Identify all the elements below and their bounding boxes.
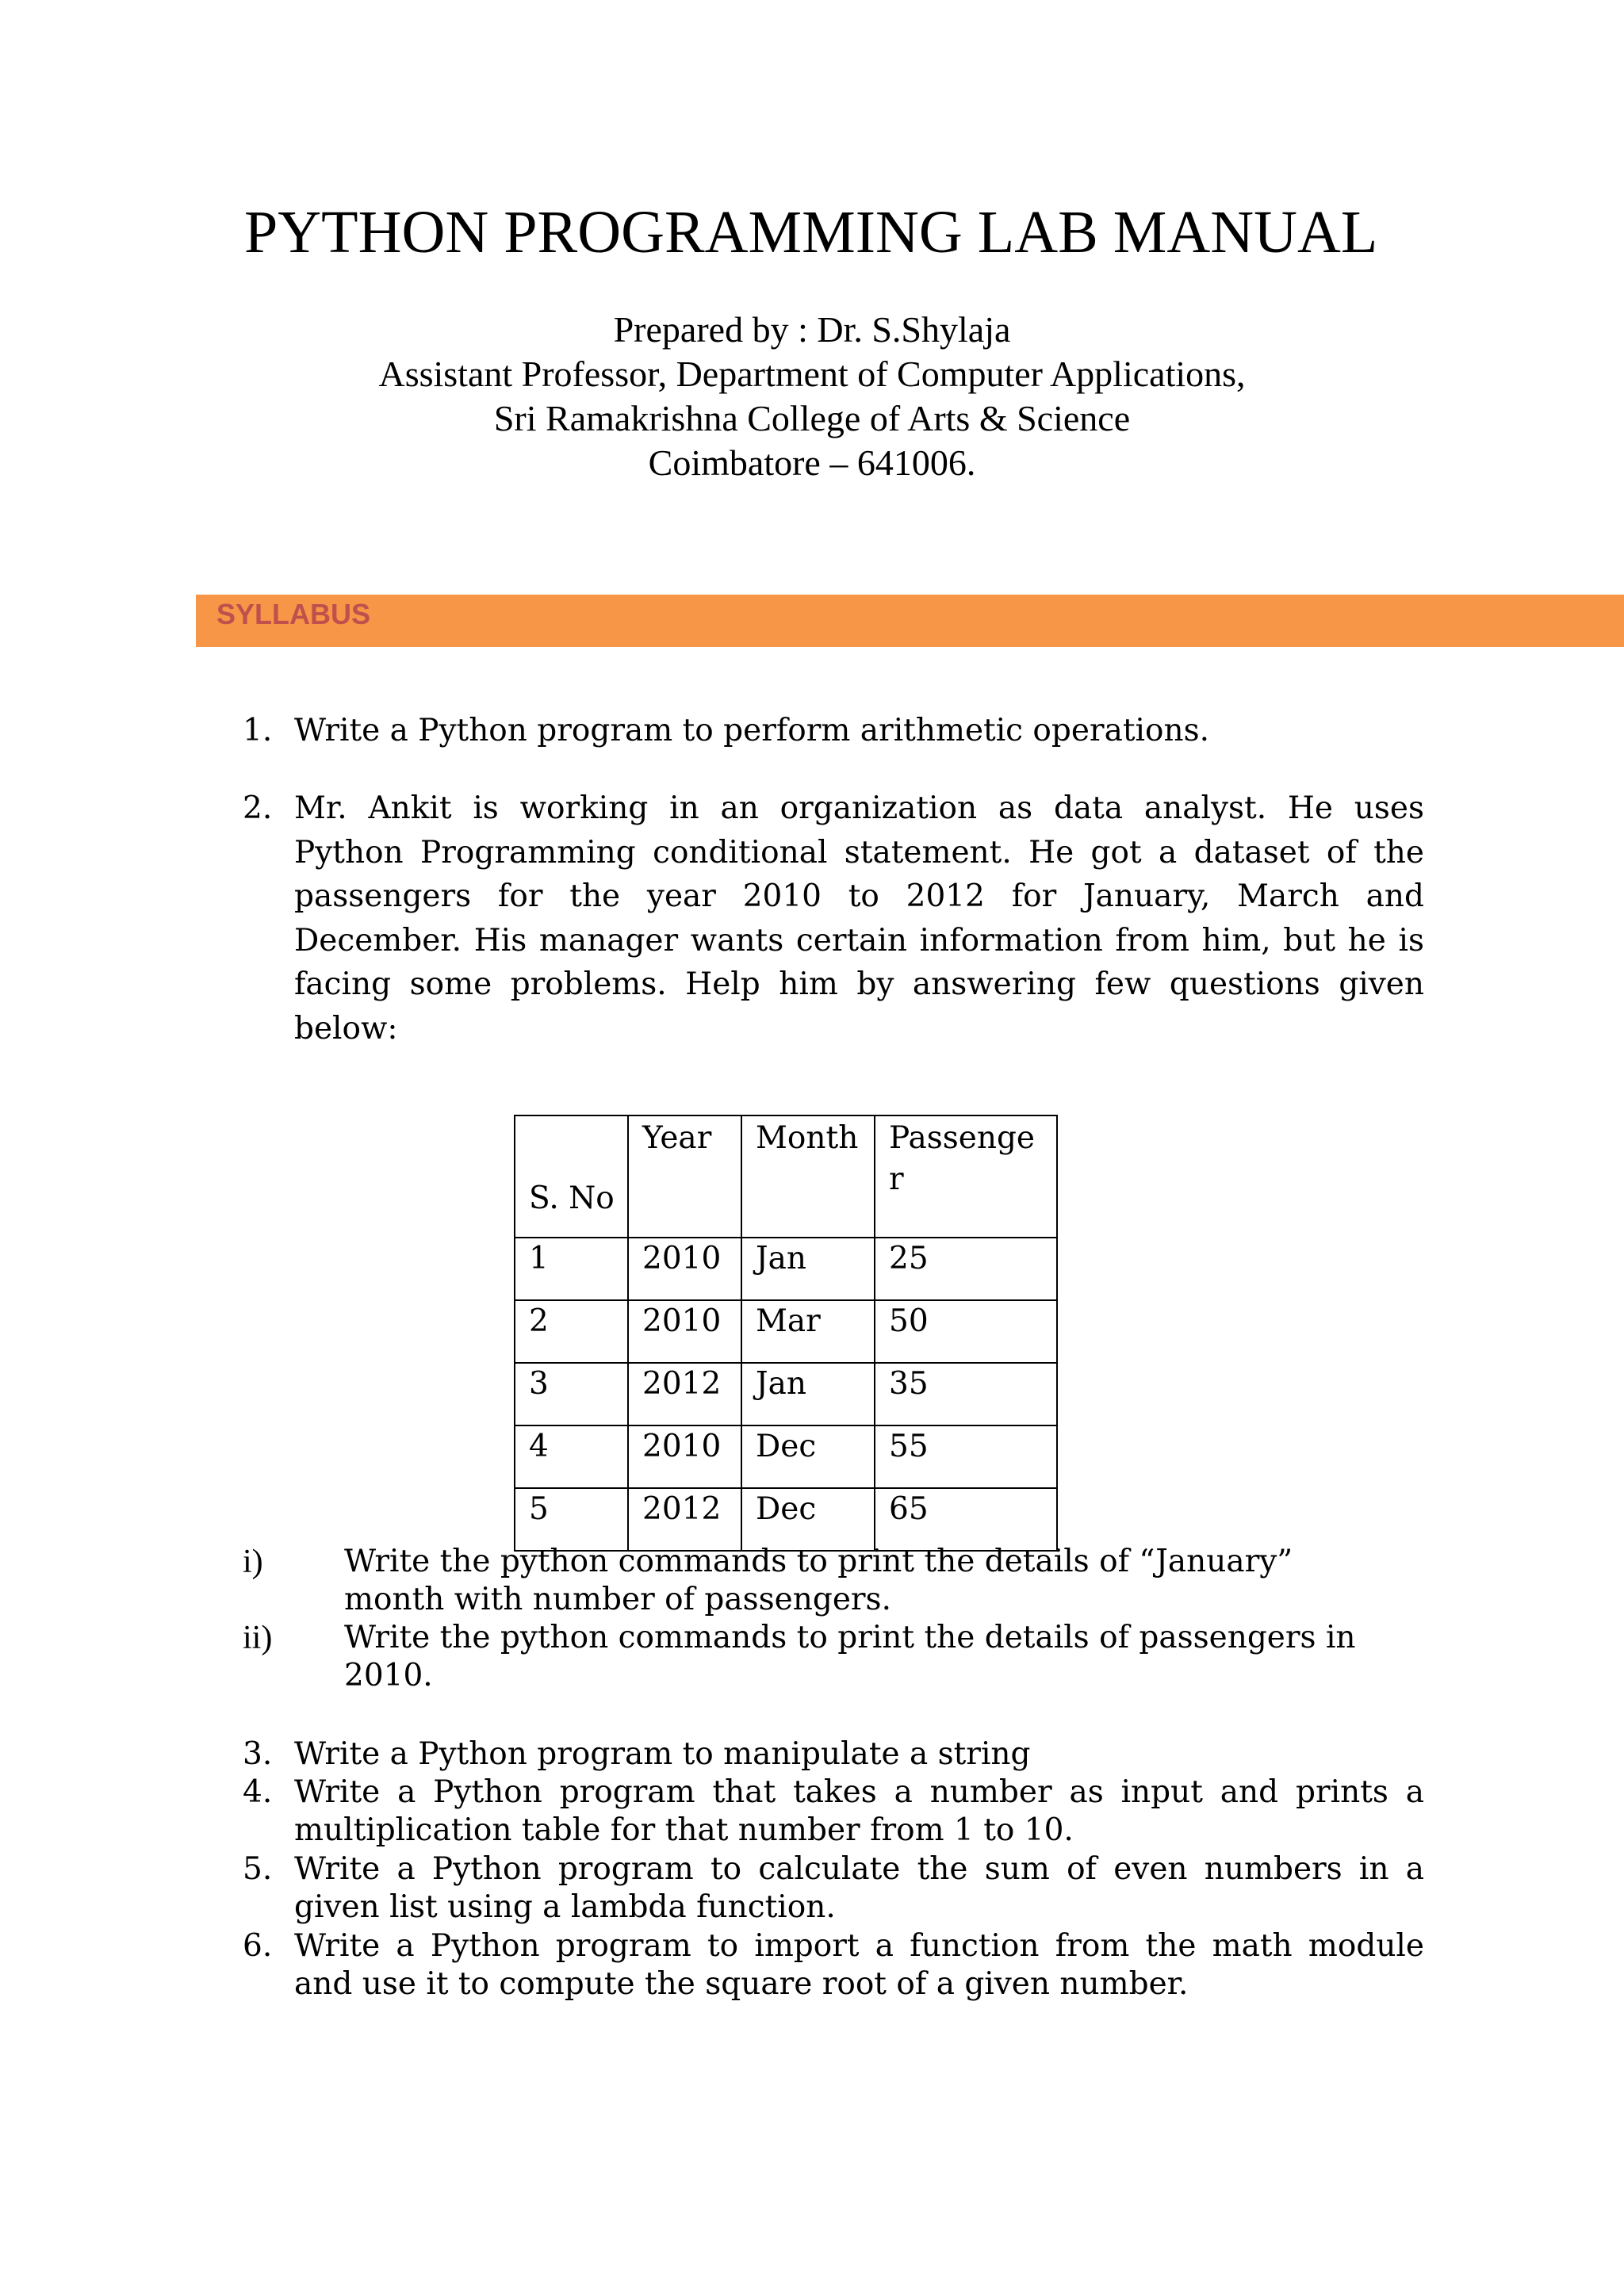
sub-question-line: 2010. <box>344 1658 433 1693</box>
cell-passenger: 65 <box>875 1488 1057 1551</box>
syllabus-item-1 <box>243 710 1424 752</box>
sub-question-line: Write the python commands to print the details of “January” <box>344 1544 1293 1579</box>
item-text-line: given list using a lambda function. <box>294 1889 836 1925</box>
item-text <box>294 786 1424 1050</box>
document-title: PYTHON PROGRAMMING LAB MANUAL <box>244 199 1378 266</box>
passenger-table <box>514 1115 1058 1552</box>
cell-passenger: 35 <box>875 1363 1057 1425</box>
item-number: 5. <box>243 1851 273 1887</box>
item-text-line: December. His manager wants certain information from him, but he is <box>294 922 1424 959</box>
item-text-line: Write a Python program to import a function from the math module <box>294 1928 1424 1964</box>
item-text <box>294 1850 1424 1927</box>
cell-sno: 4 <box>515 1425 628 1488</box>
table-row <box>515 1488 1057 1551</box>
cell-year: 2012 <box>628 1488 741 1551</box>
sub-question-number: i) <box>243 1544 263 1580</box>
item-text-line: Python Programming conditional statement. He got a dataset of the <box>294 834 1424 871</box>
item-number: 2. <box>243 790 273 826</box>
cell-month: Dec <box>741 1425 875 1488</box>
sub-question-text <box>344 1543 1424 1619</box>
item-text-line: multiplication table for that number from 1 to 10. <box>294 1812 1074 1848</box>
cell-month: Jan <box>741 1238 875 1300</box>
cell-year: 2012 <box>628 1363 741 1425</box>
item-number: 1. <box>243 713 273 748</box>
table-row <box>515 1425 1057 1488</box>
syllabus-item-2 <box>243 786 1424 1050</box>
cell-sno: 3 <box>515 1363 628 1425</box>
item-text-line: below: <box>294 1010 398 1047</box>
item-text <box>294 1927 1424 2003</box>
syllabus-item-5 <box>243 1850 1424 1927</box>
cell-month: Dec <box>741 1488 875 1551</box>
item-number: 6. <box>243 1928 273 1964</box>
item-text-line: and use it to compute the square root of a given number. <box>294 1966 1189 2002</box>
cell-passenger: 55 <box>875 1425 1057 1488</box>
item-text-line: Write a Python program to calculate the sum of even numbers in a <box>294 1851 1424 1887</box>
header-passenger-line: r <box>889 1161 904 1197</box>
city-line: Coimbatore – 641006. <box>648 442 976 483</box>
section-header-band <box>196 595 1624 647</box>
sub-question-2 <box>243 1619 1424 1695</box>
table-row <box>515 1363 1057 1425</box>
section-label: SYLLABUS <box>216 598 371 630</box>
item-text <box>294 1774 1424 1850</box>
header-sno: S. No <box>515 1115 628 1238</box>
table-row <box>515 1300 1057 1363</box>
cell-passenger: 50 <box>875 1300 1057 1363</box>
syllabus-item-3 <box>243 1735 1424 1774</box>
item-text-line: Write a Python program to manipulate a string <box>294 1736 1031 1772</box>
sub-question-line: month with number of passengers. <box>344 1582 891 1617</box>
table-header-row <box>515 1115 1057 1238</box>
cell-year: 2010 <box>628 1300 741 1363</box>
header-month: Month <box>741 1115 875 1238</box>
sub-question-line: Write the python commands to print the details of passengers in <box>344 1620 1356 1655</box>
item-number: 4. <box>243 1774 273 1810</box>
cell-sno: 1 <box>515 1238 628 1300</box>
sub-question-number: ii) <box>243 1620 273 1656</box>
syllabus-item-6 <box>243 1927 1424 2003</box>
item-text <box>294 1735 1424 1774</box>
prepared-by-line: Prepared by : Dr. S.Shylaja <box>613 309 1011 350</box>
sub-question-text <box>344 1619 1424 1695</box>
item-text-line: Write a Python program to perform arithmetic operations. <box>294 713 1209 748</box>
cell-month: Jan <box>741 1363 875 1425</box>
item-text <box>294 710 1424 752</box>
cell-passenger: 25 <box>875 1238 1057 1300</box>
author-designation-line: Assistant Professor, Department of Computer Applications, <box>378 354 1246 394</box>
sub-question-1 <box>243 1543 1424 1619</box>
cell-year: 2010 <box>628 1425 741 1488</box>
syllabus-item-4 <box>243 1774 1424 1850</box>
cell-year: 2010 <box>628 1238 741 1300</box>
cell-sno: 5 <box>515 1488 628 1551</box>
item-text-line: Write a Python program that takes a number as input and prints a <box>294 1774 1424 1810</box>
cell-month: Mar <box>741 1300 875 1363</box>
item-text-line: Mr. Ankit is working in an organization as data analyst. He uses <box>294 790 1424 826</box>
table-row <box>515 1238 1057 1300</box>
college-line: Sri Ramakrishna College of Arts & Science <box>493 398 1131 438</box>
item-text-line: passengers for the year 2010 to 2012 for January, March and <box>294 878 1424 914</box>
author-block <box>238 308 1386 485</box>
header-passenger-line: Passenge <box>889 1120 1036 1156</box>
cell-sno: 2 <box>515 1300 628 1363</box>
header-year: Year <box>628 1115 741 1238</box>
item-text-line: facing some problems. Help him by answering few questions given <box>294 966 1424 1002</box>
item-number: 3. <box>243 1736 273 1772</box>
header-passenger <box>875 1115 1057 1238</box>
